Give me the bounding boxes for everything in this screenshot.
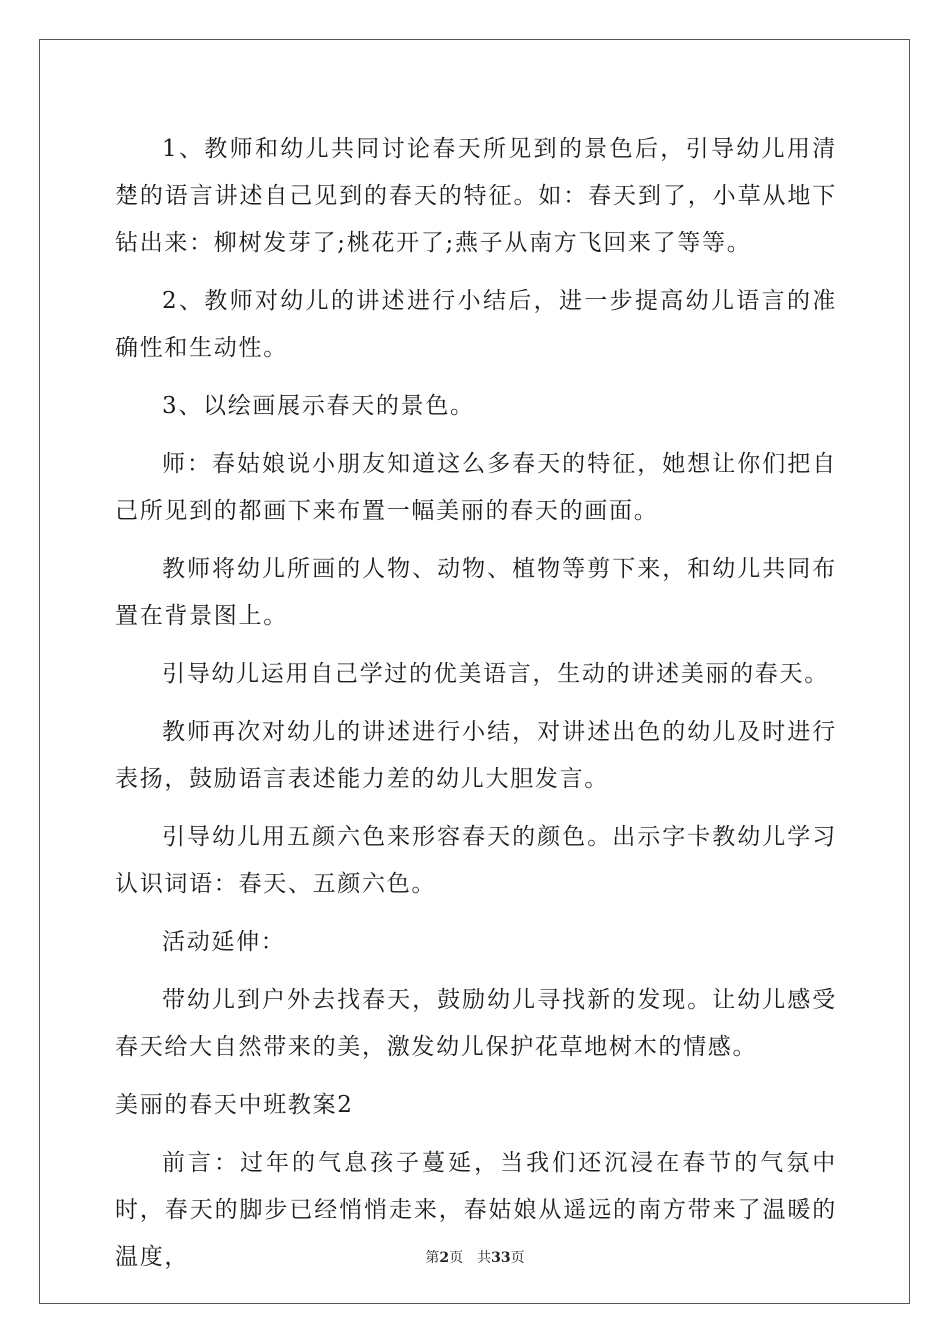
- paragraph-11: 前言：过年的气息孩子蔓延，当我们还沉浸在春节的气氛中时，春天的脚步已经悄悄走来，春姑娘从遥远的南方带来了温暖的温度，: [115, 1150, 837, 1270]
- page-suffix: 页: [449, 1250, 464, 1266]
- page-footer: [0, 1247, 950, 1267]
- paragraph-7: 教师再次对幼儿的讲述进行小结，对讲述出色的幼儿及时进行表扬，鼓励语言表述能力差的幼儿大胆发言。: [115, 719, 837, 792]
- paragraph-5: 教师将幼儿所画的人物、动物、植物等剪下来，和幼儿共同布置在背景图上。: [115, 556, 837, 629]
- total-prefix: 共: [477, 1250, 492, 1266]
- paragraph-6: 引导幼儿运用自己学过的优美语言，生动的讲述美丽的春天。: [162, 661, 829, 687]
- total-suffix: 页: [510, 1250, 525, 1266]
- paragraph-2: 2、教师对幼儿的讲述进行小结后，进一步提高幼儿语言的准确性和生动性。: [115, 288, 837, 361]
- paragraph-4: 师：春姑娘说小朋友知道这么多春天的特征，她想让你们把自己所见到的都画下来布置一幅美丽的春天的画面。: [115, 451, 837, 524]
- section-heading: 美丽的春天中班教案2: [115, 1092, 354, 1118]
- paragraph-10: 带幼儿到户外去找春天，鼓励幼儿寻找新的发现。让幼儿感受春天给大自然带来的美，激发幼儿保护花草地树木的情感。: [115, 987, 837, 1060]
- paragraph-1: 1、教师和幼儿共同讨论春天所见到的景色后，引导幼儿用清楚的语言讲述自己见到的春天的特征。如：春天到了，小草从地下钻出来：柳树发芽了;桃花开了;燕子从南方飞回来了等等。: [115, 136, 837, 256]
- paragraph-9: 活动延伸：: [162, 929, 286, 955]
- page-prefix: 第: [425, 1250, 440, 1266]
- total-pages: 33: [491, 1250, 511, 1266]
- paragraph-3: 3、以绘画展示春天的景色。: [162, 393, 475, 419]
- document-body: [115, 126, 837, 1292]
- paragraph-8: 引导幼儿用五颜六色来形容春天的颜色。出示字卡教幼儿学习认识词语：春天、五颜六色。: [115, 824, 837, 897]
- page-number: 2: [439, 1250, 450, 1266]
